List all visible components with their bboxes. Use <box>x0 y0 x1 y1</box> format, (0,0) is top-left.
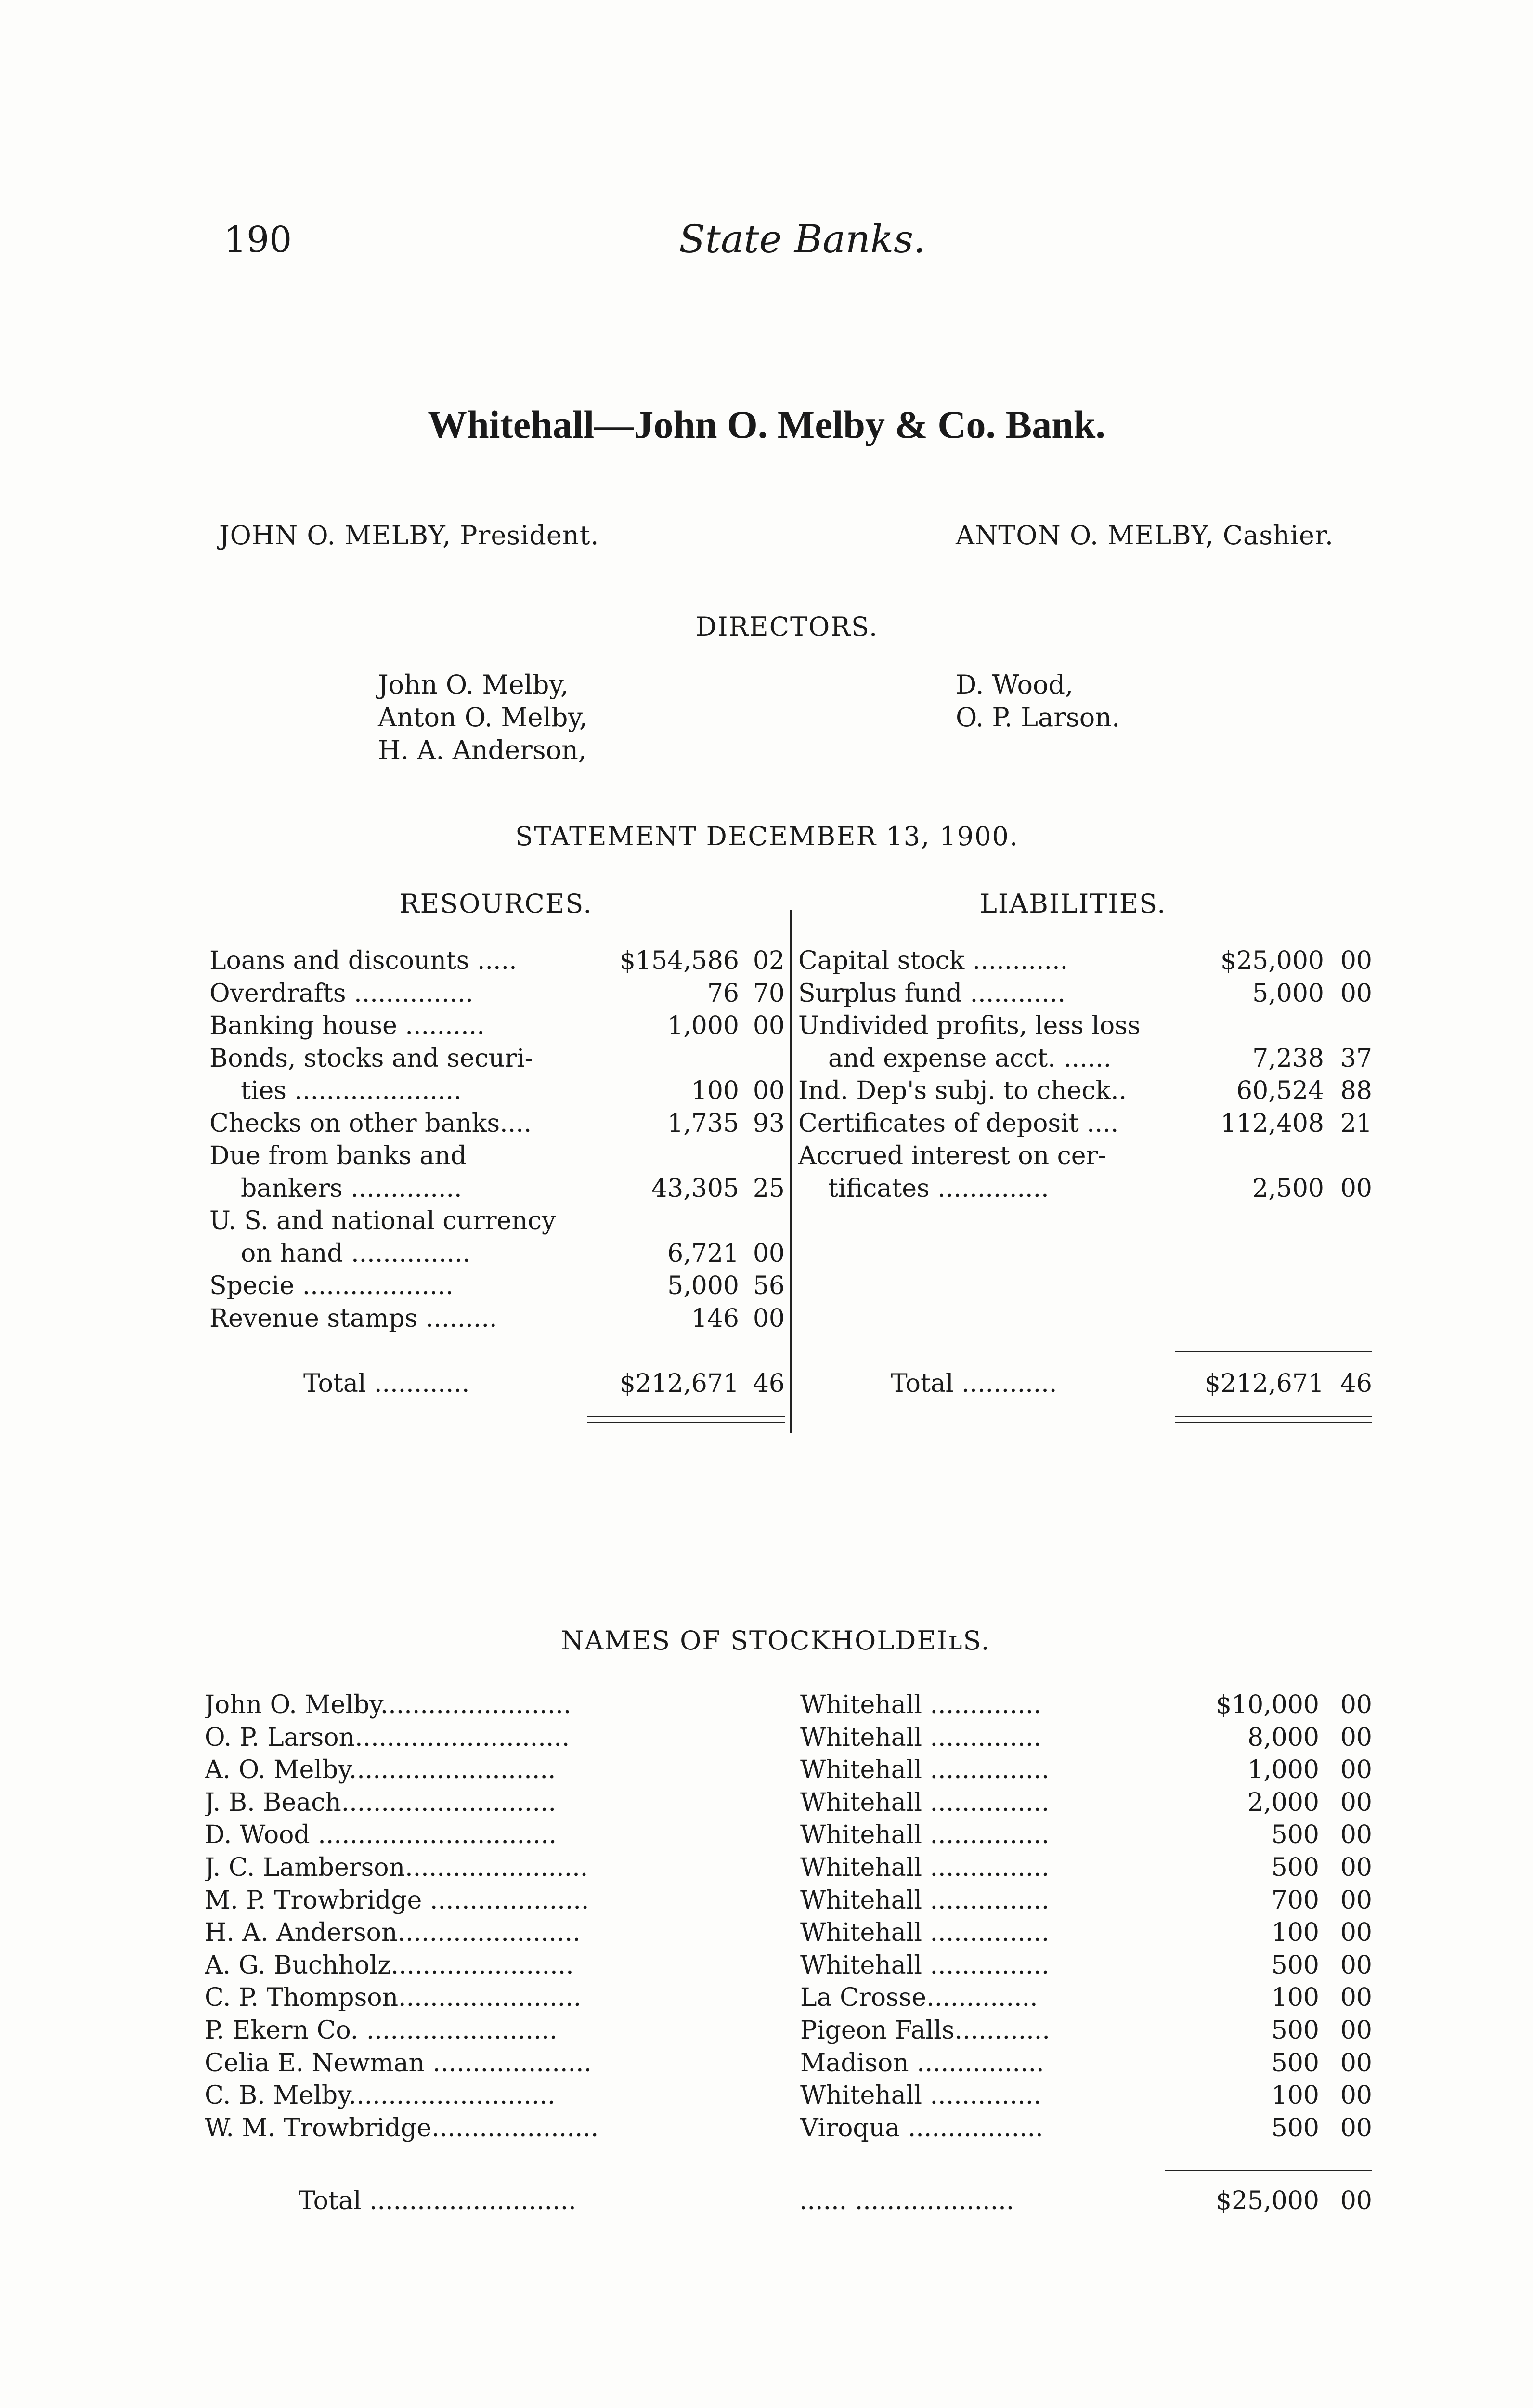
stockholder-cents: 00 <box>1340 1918 1372 1947</box>
resource-dollars: 146 <box>691 1304 739 1333</box>
stockholder-dollars: 500 <box>1271 1853 1319 1882</box>
liability-cents: 00 <box>1340 1174 1372 1203</box>
resource-label: Loans and discounts ..... <box>209 946 517 975</box>
resource-cents: 00 <box>753 1239 785 1268</box>
liability-label: Undivided profits, less loss <box>798 1011 1141 1040</box>
liability-label: Surplus fund ............ <box>798 979 1065 1008</box>
stockholders-total-cents: 00 <box>1340 2186 1372 2215</box>
stockholder-dollars: 500 <box>1271 2016 1319 2045</box>
stockholder-dollars: $10,000 <box>1215 1690 1319 1719</box>
stockholder-town: Whitehall .............. <box>800 1690 1041 1719</box>
resource-label: U. S. and national currency <box>209 1206 556 1235</box>
liability-label: Certificates of deposit .... <box>798 1109 1119 1138</box>
stockholders-total-dollars: $25,000 <box>1215 2186 1319 2215</box>
resource-label: Bonds, stocks and securi- <box>209 1044 533 1073</box>
resource-label: Overdrafts ............... <box>209 979 474 1008</box>
liabilities-total <box>891 1369 1057 1398</box>
stockholder-cents: 00 <box>1340 1853 1372 1882</box>
liability-cents: 88 <box>1340 1076 1372 1105</box>
resource-cents: 00 <box>753 1011 785 1040</box>
stockholder-dollars: 100 <box>1271 1983 1319 2012</box>
resource-label: on hand ............... <box>241 1239 471 1268</box>
stockholder-cents: 00 <box>1340 1723 1372 1752</box>
running-title: State Banks. <box>679 217 926 262</box>
resources-total-dollars: $212,671 <box>619 1369 739 1398</box>
stockholder-dollars: 1,000 <box>1247 1755 1319 1784</box>
president: JOHN O. MELBY, President. <box>219 520 599 550</box>
liability-cents: 00 <box>1340 979 1372 1008</box>
stockholder-town: Whitehall ............... <box>800 1951 1050 1980</box>
stockholder-cents: 00 <box>1340 2049 1372 2078</box>
stockholder-cents: 00 <box>1340 1983 1372 2012</box>
stockholder-dollars: 500 <box>1271 1951 1319 1980</box>
column-divider <box>790 910 792 1433</box>
liability-label: and expense acct. ...... <box>828 1044 1112 1073</box>
stockholder-name: John O. Melby........................ <box>205 1690 572 1719</box>
stockholder-town: Whitehall .............. <box>800 1723 1041 1752</box>
resource-cents: 00 <box>753 1076 785 1105</box>
liabilities-total-cents: 46 <box>1340 1369 1372 1398</box>
stockholder-dollars: 700 <box>1271 1886 1319 1915</box>
stockholder-name: W. M. Trowbridge..................... <box>205 2114 599 2143</box>
stockholders-total-label: Total .......................... <box>299 2186 576 2215</box>
stockholder-name: C. B. Melby.......................... <box>205 2081 556 2110</box>
resource-label: bankers .............. <box>241 1174 462 1203</box>
stockholder-name: J. B. Beach........................... <box>205 1788 557 1817</box>
resource-cents: 93 <box>753 1109 785 1138</box>
stockholder-dollars: 500 <box>1271 1820 1319 1849</box>
resource-dollars: 43,305 <box>651 1174 739 1203</box>
resource-label: Checks on other banks.... <box>209 1109 532 1138</box>
stockholder-dollars: 100 <box>1271 1918 1319 1947</box>
stockholder-name: O. P. Larson........................... <box>205 1723 570 1752</box>
stockholder-town: Whitehall ............... <box>800 1820 1050 1849</box>
resource-dollars: 100 <box>691 1076 739 1105</box>
resource-cents: 70 <box>753 979 785 1008</box>
liability-label: Capital stock ............ <box>798 946 1068 975</box>
resource-cents: 00 <box>753 1304 785 1333</box>
stockholders-total <box>299 2186 780 2215</box>
stockholder-name: D. Wood .............................. <box>205 1820 557 1849</box>
stockholder-name: M. P. Trowbridge .................... <box>205 1886 589 1915</box>
resources-double-rule-2 <box>587 1422 785 1423</box>
resource-dollars: $154,586 <box>619 946 739 975</box>
liability-label: Ind. Dep's subj. to check.. <box>798 1076 1127 1105</box>
stockholder-cents: 00 <box>1340 2114 1372 2143</box>
resources-total-cents: 46 <box>753 1369 785 1398</box>
stockholder-dollars: 500 <box>1271 2049 1319 2078</box>
stockholder-town: Whitehall ............... <box>800 1918 1050 1947</box>
liabilities-total-label: Total ............ <box>891 1369 1057 1398</box>
liability-label: Accrued interest on cer- <box>798 1141 1106 1170</box>
stockholder-town: Whitehall ............... <box>800 1853 1050 1882</box>
resource-label: Due from banks and <box>209 1141 467 1170</box>
resource-cents: 02 <box>753 946 785 975</box>
stockholder-name: H. A. Anderson....................... <box>205 1918 581 1947</box>
resources-double-rule-1 <box>587 1416 785 1417</box>
stockholder-town: Pigeon Falls............ <box>800 2016 1050 2045</box>
stockholder-cents: 00 <box>1340 1755 1372 1784</box>
liabilities-sum-rule <box>1175 1351 1372 1352</box>
stockholder-dollars: 100 <box>1271 2081 1319 2110</box>
stockholder-cents: 00 <box>1340 2081 1372 2110</box>
stockholder-town: Viroqua ................. <box>800 2114 1043 2143</box>
stockholder-town: Whitehall ............... <box>800 1886 1050 1915</box>
resources-total-label: Total ............ <box>303 1369 470 1398</box>
resource-dollars: 6,721 <box>667 1239 739 1268</box>
resource-dollars: 1,735 <box>667 1109 739 1138</box>
stockholder-cents: 00 <box>1340 2016 1372 2045</box>
stockholder-town: Whitehall ............... <box>800 1788 1050 1817</box>
liability-cents: 21 <box>1340 1109 1372 1138</box>
stockholder-town: Madison ................ <box>800 2049 1044 2078</box>
resource-label: ties ..................... <box>241 1076 462 1105</box>
liability-dollars: 60,524 <box>1236 1076 1324 1105</box>
resources-heading: RESOURCES. <box>400 889 593 919</box>
stockholder-town: Whitehall ............... <box>800 1755 1050 1784</box>
stockholder-town: Whitehall .............. <box>800 2081 1041 2110</box>
bank-title: Whitehall—John O. Melby & Co. Bank. <box>428 403 1105 446</box>
stockholder-name: A. G. Buchholz....................... <box>205 1951 574 1980</box>
liability-dollars: 2,500 <box>1252 1174 1324 1203</box>
statement-heading: STATEMENT DECEMBER 13, 1900. <box>515 821 1019 851</box>
liability-dollars: $25,000 <box>1220 946 1324 975</box>
director-left-3: H. A. Anderson, <box>378 735 587 765</box>
directors-heading: DIRECTORS. <box>696 612 879 642</box>
director-right-2: O. P. Larson. <box>956 702 1120 733</box>
stockholder-name: J. C. Lamberson....................... <box>205 1853 588 1882</box>
resource-cents: 56 <box>753 1271 785 1300</box>
resource-dollars: 1,000 <box>667 1011 739 1040</box>
stockholders-total-leader: ...... .................... <box>799 2186 1014 2215</box>
liability-dollars: 7,238 <box>1252 1044 1324 1073</box>
stockholder-name: Celia E. Newman .................... <box>205 2049 592 2078</box>
liability-label: tificates .............. <box>828 1174 1049 1203</box>
liability-dollars: 5,000 <box>1252 979 1324 1008</box>
stockholders-heading: NAMES OF STOCKHOLDEIʟS. <box>561 1625 990 1656</box>
resources-total <box>303 1369 469 1398</box>
resource-label: Banking house .......... <box>209 1011 485 1040</box>
stockholder-cents: 00 <box>1340 1690 1372 1719</box>
liabilities-heading: LIABILITIES. <box>980 889 1167 919</box>
stockholder-dollars: 8,000 <box>1247 1723 1319 1752</box>
stockholder-name: P. Ekern Co. ........................ <box>205 2016 558 2045</box>
liabilities-total-dollars: $212,671 <box>1204 1369 1324 1398</box>
stockholder-cents: 00 <box>1340 1788 1372 1817</box>
liability-cents: 37 <box>1340 1044 1372 1073</box>
resource-label: Revenue stamps ......... <box>209 1304 497 1333</box>
stockholder-town: La Crosse.............. <box>800 1983 1038 2012</box>
stockholder-cents: 00 <box>1340 1820 1372 1849</box>
page-number: 190 <box>224 219 292 261</box>
liabilities-double-rule-1 <box>1175 1416 1372 1417</box>
liability-dollars: 112,408 <box>1220 1109 1324 1138</box>
stockholders-sum-rule <box>1165 2170 1372 2171</box>
stockholder-name: C. P. Thompson....................... <box>205 1983 582 2012</box>
stockholder-dollars: 500 <box>1271 2114 1319 2143</box>
director-left-1: John O. Melby, <box>378 669 569 700</box>
cashier: ANTON O. MELBY, Cashier. <box>956 520 1334 550</box>
resource-dollars: 5,000 <box>667 1271 739 1300</box>
stockholder-cents: 00 <box>1340 1951 1372 1980</box>
director-right-1: D. Wood, <box>956 669 1074 700</box>
stockholder-dollars: 2,000 <box>1247 1788 1319 1817</box>
director-left-2: Anton O. Melby, <box>378 702 587 733</box>
stockholder-name: A. O. Melby.......................... <box>205 1755 556 1784</box>
liability-cents: 00 <box>1340 946 1372 975</box>
resource-cents: 25 <box>753 1174 785 1203</box>
resource-label: Specie ................... <box>209 1271 454 1300</box>
liabilities-double-rule-2 <box>1175 1422 1372 1423</box>
stockholder-cents: 00 <box>1340 1886 1372 1915</box>
resource-dollars: 76 <box>707 979 739 1008</box>
